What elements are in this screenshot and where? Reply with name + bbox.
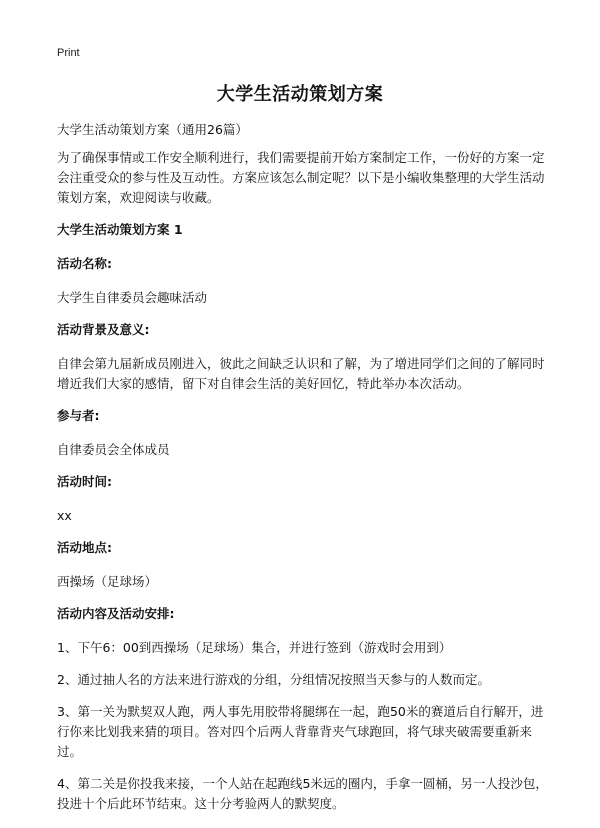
list-item: 2、通过抽人名的方法来进行游戏的分组，分组情况按照当天参与的人数而定。 — [57, 672, 490, 687]
list-item: 3、第一关为默契双人跑，两人事先用胶带将腿绑在一起，跑50米的赛道后自行解开，进行你来比划我来猜的项目。答对四个后两人背靠背夹气球跑回，将气球夹破需要重新来过。 — [57, 704, 544, 759]
place-text: 西操场（足球场） — [57, 574, 158, 589]
list-item: 1、下午6：00到西操场（足球场）集合，并进行签到（游戏时会用到） — [57, 640, 452, 655]
list-item: 4、第二关是你投我来接，一个人站在起跑线5米远的圈内，手拿一圆桶，另一人投沙包，投进十个后此环节结束。这十分考验两人的默契度。 — [57, 776, 548, 811]
time-text: xx — [57, 508, 72, 523]
background-heading: 活动背景及意义: — [57, 322, 150, 337]
content-heading: 活动内容及活动安排: — [57, 606, 175, 621]
intro-paragraph: 为了确保事情或工作安全顺利进行，我们需要提前开始方案制定工作，一份好的方案一定会注重受众的参与性及互动性。方案应该怎么制定呢？以下是小编收集整理的大学生活动策划方案，欢迎阅读与收藏。 — [57, 150, 545, 205]
activity-name-text: 大学生自律委员会趣味活动 — [57, 290, 208, 305]
activity-name-heading: 活动名称: — [57, 256, 112, 271]
document-subtitle: 大学生活动策划方案（通用26篇） — [57, 122, 248, 137]
participants-heading: 参与者: — [57, 408, 100, 423]
participants-text: 自律委员会全体成员 — [57, 442, 170, 457]
time-heading: 活动时间: — [57, 474, 112, 489]
print-link[interactable]: Print — [57, 47, 80, 59]
document-body — [57, 120, 553, 826]
background-text: 自律会第九届新成员刚进入，彼此之间缺乏认识和了解，为了增进同学们之间的了解同时增近我们大家的感情，留下对自律会生活的美好回忆，特此举办本次活动。 — [57, 356, 545, 391]
document-title: 大学生活动策划方案 — [216, 84, 384, 105]
place-heading: 活动地点: — [57, 540, 112, 555]
section-title: 大学生活动策划方案 1 — [57, 222, 183, 237]
